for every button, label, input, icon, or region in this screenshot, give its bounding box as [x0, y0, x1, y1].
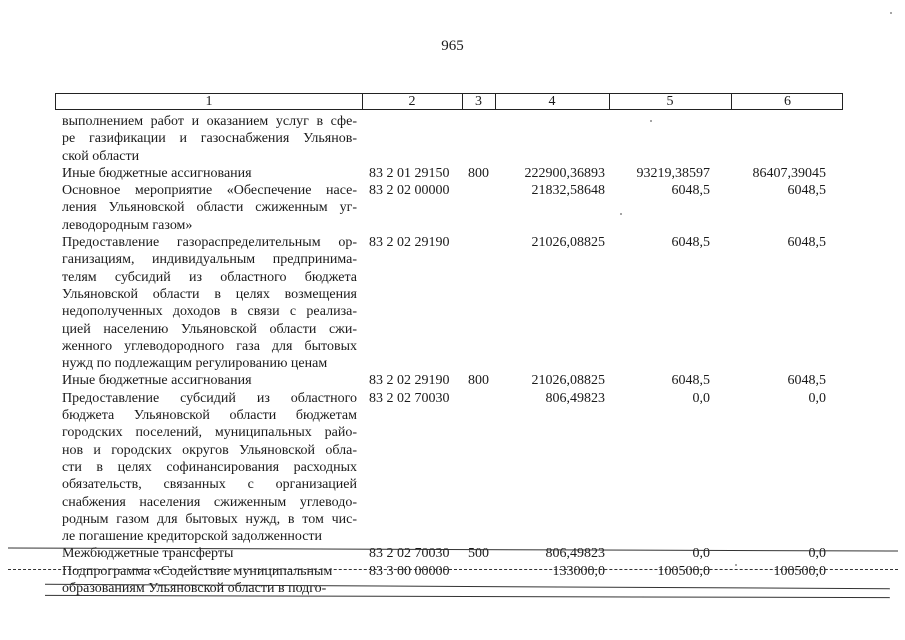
- header-col-6: 6: [784, 94, 791, 109]
- page-number: 965: [441, 38, 464, 54]
- row-value-2: 100500,0: [657, 563, 710, 579]
- description-line: цией населению Ульяновской области сжи-: [62, 321, 357, 337]
- scan-speck: [735, 564, 737, 566]
- table-row: [0, 234, 905, 372]
- description-line: леводородным газом»: [62, 217, 193, 233]
- row-value-3: 100500,0: [773, 563, 826, 579]
- description-line: ганизациям, индивидуальным предпринима-: [62, 252, 357, 268]
- row-value-3: 6048,5: [787, 235, 826, 251]
- row-value-3: 6048,5: [787, 373, 826, 389]
- table-row: [0, 563, 905, 580]
- table-row: [0, 165, 905, 182]
- row-description: [62, 390, 357, 546]
- row-code: 83 3 00 00000: [369, 563, 450, 579]
- description-line: Подпрограмма «Содействие муниципальным: [62, 563, 333, 579]
- description-line: образованиям Ульяновской области в подго-: [62, 581, 327, 597]
- description-line: нужд по подлежащим регулированию ценам: [62, 356, 328, 372]
- description-line: Основное мероприятие «Обеспечение насе-: [62, 183, 357, 199]
- scan-speck: [620, 213, 622, 215]
- header-col-1: 1: [205, 94, 213, 109]
- row-value-2: 6048,5: [671, 183, 710, 199]
- row-value-2: 93219,38597: [636, 165, 710, 181]
- row-code: 83 2 01 29150: [369, 165, 450, 181]
- row-description: [62, 165, 357, 182]
- table-row: [0, 182, 905, 234]
- description-line: обязательств, связанных с организацией: [62, 477, 357, 493]
- row-description: [62, 234, 357, 372]
- row-value-3: 0,0: [808, 546, 826, 562]
- row-code: 83 2 02 29190: [369, 373, 450, 389]
- row-code: 83 2 02 70030: [369, 546, 450, 562]
- description-line: телям субсидий из областного бюджета: [62, 269, 357, 285]
- row-code: 83 2 02 70030: [369, 390, 450, 406]
- row-value-2: 0,0: [692, 390, 710, 406]
- row-description: [62, 563, 357, 580]
- description-line: нов и городских округов Ульяновской обла-: [62, 442, 357, 458]
- description-line: ре газификации и газоснабжения Ульянов-: [62, 131, 357, 147]
- description-line: выполнением работ и оказанием услуг в сфе-: [62, 114, 357, 129]
- row-value-2: 0,0: [692, 546, 710, 562]
- row-value-2: 6048,5: [671, 235, 710, 251]
- description-line: ления Ульяновской области сжиженным уг-: [62, 200, 357, 216]
- row-value-1: 222900,36893: [524, 165, 605, 181]
- description-line: Иные бюджетные ассигнования: [62, 165, 252, 181]
- description-line: недополученных доходов в связи с реализа-: [62, 304, 357, 320]
- description-line: ской области: [62, 148, 140, 164]
- row-value-1: 21832,58648: [531, 183, 605, 199]
- scan-line-mark: [8, 569, 898, 570]
- header-col-2: 2: [408, 94, 416, 109]
- description-line: Межбюджетные трансферты: [62, 546, 234, 562]
- scan-speck: [890, 12, 892, 14]
- description-line: ле погашение кредиторской задолженности: [62, 529, 323, 545]
- row-value-1: 21026,08825: [531, 235, 605, 251]
- row-value-1: 133000,0: [552, 563, 605, 579]
- header-col-3: 3: [475, 94, 482, 109]
- table-row: [0, 390, 905, 546]
- row-value-1: 21026,08825: [531, 373, 605, 389]
- table-header-row: [55, 93, 843, 110]
- row-value-1: 806,49823: [545, 546, 605, 562]
- row-type: 500: [468, 546, 489, 562]
- row-description: [62, 182, 357, 234]
- table-body: [0, 113, 905, 597]
- row-description: [62, 113, 357, 165]
- description-line: бюджета Ульяновской области бюджетам: [62, 408, 357, 424]
- description-line: городских поселений, муниципальных райо-: [62, 425, 357, 441]
- description-line: Иные бюджетные ассигнования: [62, 373, 252, 389]
- row-description: [62, 372, 357, 389]
- description-line: Предоставление газораспределительным ор-: [62, 235, 357, 251]
- header-col-4: 4: [548, 94, 556, 109]
- row-value-3: 86407,39045: [752, 165, 826, 181]
- row-code: 83 2 02 29190: [369, 235, 450, 251]
- row-value-2: 6048,5: [671, 373, 710, 389]
- row-value-3: 0,0: [808, 390, 826, 406]
- description-line: Ульяновской области в целях возмещения: [62, 286, 357, 302]
- description-line: женного углеводородного газа для бытовых: [62, 338, 357, 354]
- description-line: Предоставление субсидий из областного: [62, 390, 357, 406]
- description-line: родным газом для бытовых нужд, в том чис-: [62, 511, 357, 527]
- row-type: 800: [468, 165, 489, 181]
- header-col-5: 5: [666, 94, 674, 109]
- row-value-3: 6048,5: [787, 183, 826, 199]
- row-code: 83 2 02 00000: [369, 183, 450, 199]
- description-line: снабжения населения сжиженным углеводо-: [62, 494, 357, 510]
- table-row: [0, 372, 905, 389]
- scan-speck: [650, 120, 652, 122]
- row-type: 800: [468, 373, 489, 389]
- row-value-1: 806,49823: [545, 390, 605, 406]
- description-line: сти в целях софинансирования расходных: [62, 459, 357, 475]
- table-row: [0, 113, 905, 165]
